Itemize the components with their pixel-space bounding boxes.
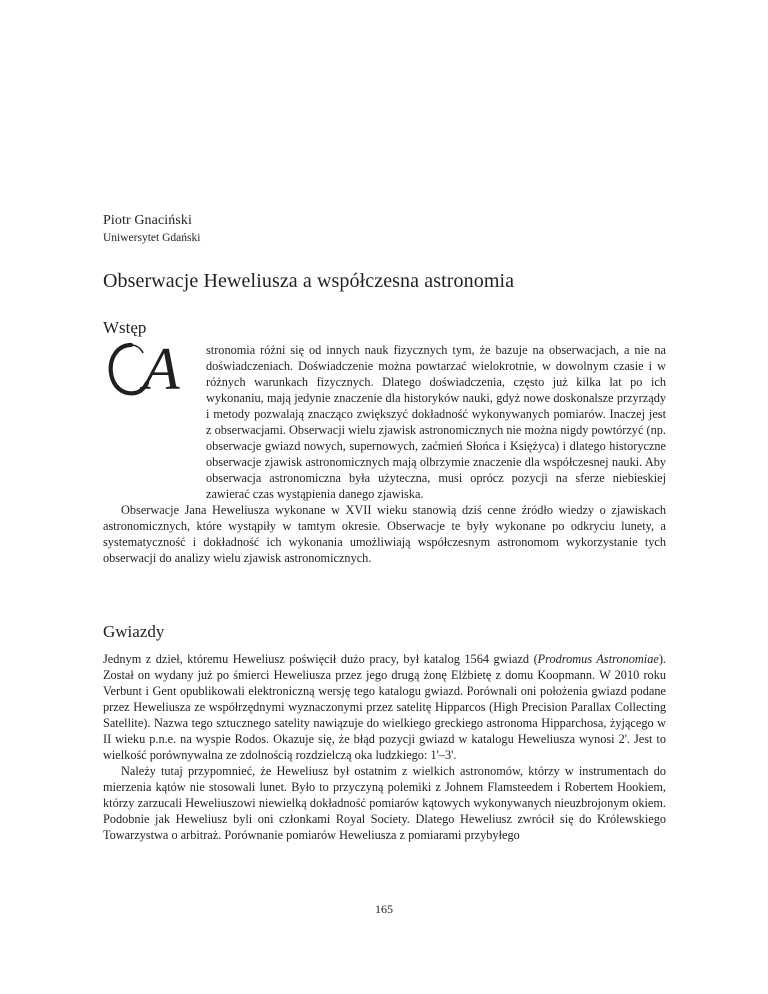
page-number: 165 [375,902,393,916]
stars-p1-text-a: Jednym z dzieł, któremu Heweliusz poświęcił dużo pracy, był katalog 1564 gwiazd ( [103,652,538,666]
stars-paragraph-2: Należy tutaj przypomnieć, że Heweliusz był ostatnim z wielkich astronomów, którzy w instrumentach do mierzenia kątów nie stosowali lunet. Było to przyczyną polemiki z Johnem Flamsteedem i Robertem Hookiem, którzy zarzucali Heweliuszowi niewielką dokładność pomiarów kątowych wykonywanych nieuzbrojonym okiem. Podobnie jak Heweliusz byli oni członkami Royal Society. Dlatego Heweliusz zwrócił się do Królewskiego Towarzystwa o arbitraż. Porównanie pomiarów Heweliusza z pomiarami przybyłego [103,764,666,842]
section-heading-intro: Wstęp [103,318,147,337]
stars-paragraph-1 [103,651,666,763]
stars-section-body [103,651,666,843]
drop-cap-letter: A [143,337,180,399]
section-heading-stars: Gwiazdy [103,622,165,641]
author-name: Piotr Gnaciński [103,213,192,228]
article-title: Obserwacje Heweliusza a współczesna astronomia [103,270,515,292]
intro-paragraph-2: Obserwacje Jana Heweliusza wykonane w XVII wieku stanowią dziś cenne źródło wiedzy o zjawiskach astronomicznych, które wystąpiły w tamtym okresie. Obserwacje te były wykonane po odkryciu lunety, a systematyczność i dokładność ich wykonania umożliwiają współczesnym astronomom wykorzystanie tych obserwacji do analizy wielu zjawisk astronomicznych. [103,503,666,565]
stars-p1-text-b: ). Został on wydany już po śmierci Heweliusza przez jego drugą żonę Elżbietę z domu Koopmann. W 2010 roku Verbunt i Gent opublikowali elektroniczną wersję tego katalogu gwiazd. Porównali oni położenia gwiazd podane przez Heweliusza ze współrzędnymi wyznaczonymi przez satelitę Hipparcos (High Precision Parallax Collecting Satellite). Nazwa tego sztucznego satelity nawiązuje do wielkiego greckiego astronoma Hipparchosa, żyjącego w II wieku p.n.e. na wyspie Rodos. Okazuje się, że błąd pozycji gwiazd w katalogu Heweliusza wynosi 2'. Jest to wielkość porównywalna ze zdolnością rozdzielczą oka ludzkiego: 1'–3'. [103,652,666,762]
author-affiliation: Uniwersytet Gdański [103,232,201,244]
intro-section-body [103,342,666,566]
catalog-title-italic: Prodromus Astronomiae [537,652,659,666]
intro-paragraph-1: stronomia różni się od innych nauk fizycznych tym, że bazuje na obserwacjach, a nie na doświadczeniach. Doświadczenie można powtarzać wielokrotnie, w dowolnym czasie i w różnych warunkach fizycznych. Dlatego doświadczenia, często już kilka lat po ich wykonaniu, mają jedynie znaczenie dla historyków nauki, gdyż nowe doskonalsze przyrządy i metody pozwalają znacząco zwiększyć dokładność wykonywanych pomiarów. Inaczej jest z obserwacjami. Obserwacji wielu zjawisk astronomicznych nie można nigdy powtórzyć (np. obserwacje gwiazd nowych, supernowych, zaćmień Słońca i Księżyca) i dlatego historyczne obserwacje zjawisk astronomicznych mają olbrzymie znaczenie dla współczesnej nauki. Aby obserwacja astronomiczna była użyteczna, musi oprócz pozycji na sferze niebieskiej zawierać czas wystąpienia danego zjawiska. [206,343,666,501]
